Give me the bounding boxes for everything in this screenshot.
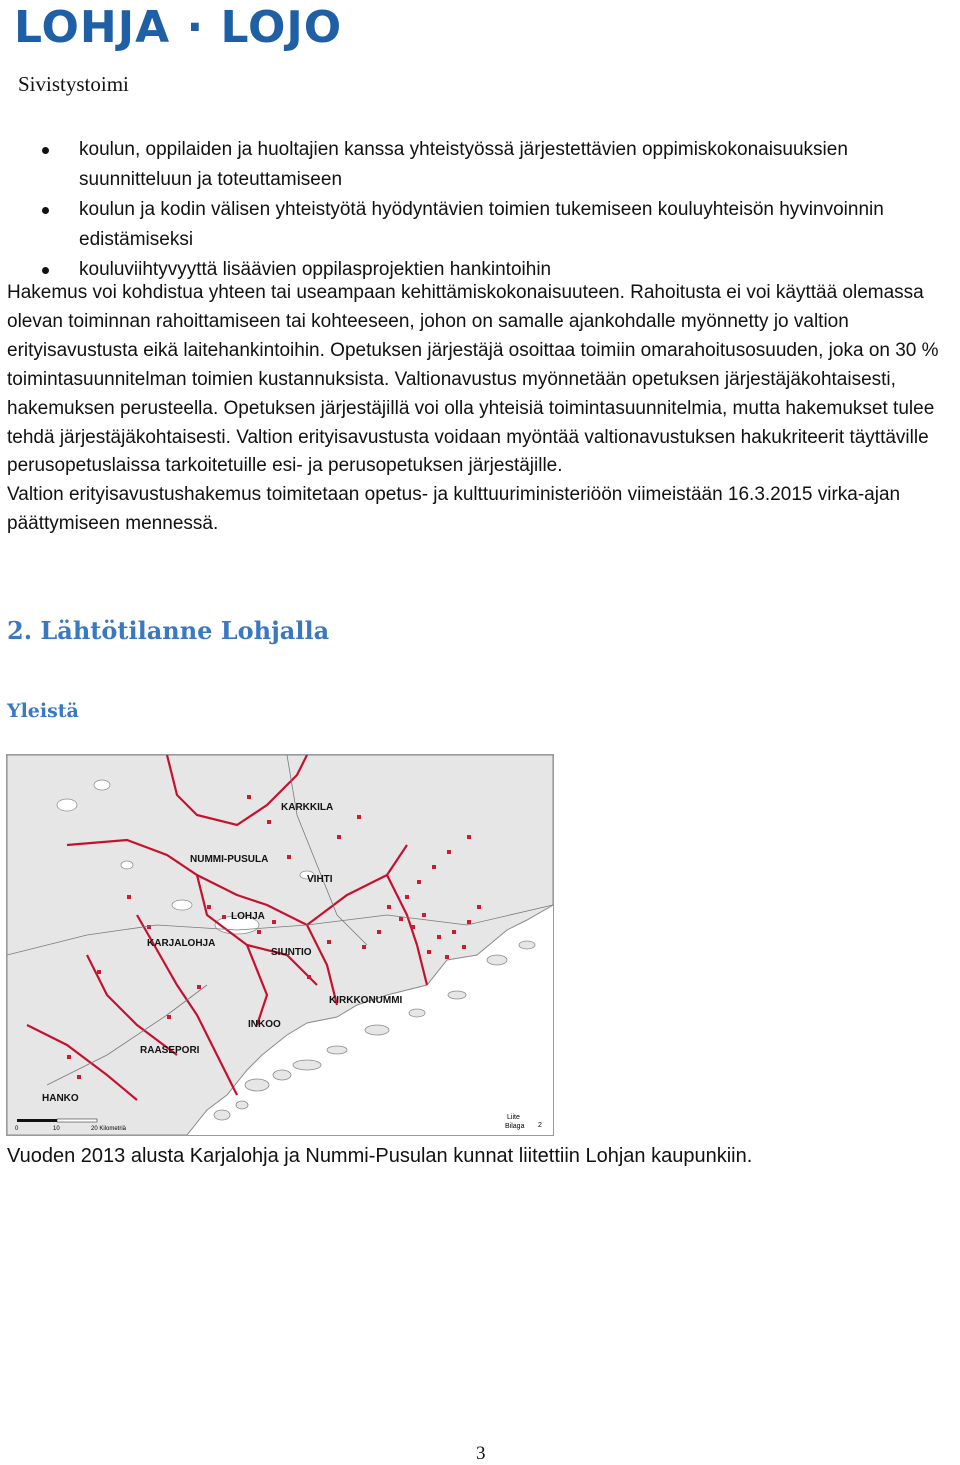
list-item-text: kouluviihtyvyyttä lisäävien oppilasprojektien hankintoihin — [79, 259, 552, 280]
map-label-karjalohja: KARJALOHJA — [147, 938, 216, 949]
map-label-karkkila: KARKKILA — [281, 802, 334, 813]
bullet-icon — [42, 147, 49, 154]
list-item — [0, 195, 960, 255]
scale-label: 0 — [15, 1126, 19, 1132]
appendix-number: 2 — [538, 1122, 542, 1129]
body-text — [7, 279, 957, 539]
region-map — [6, 754, 554, 1136]
map-label-siuntio: SIUNTIO — [271, 947, 312, 958]
map-label-nummi-pusula: NUMMI-PUSULA — [190, 854, 269, 865]
map-label-raasepori: RAASEPORI — [140, 1045, 200, 1056]
paragraph: Hakemus voi kohdistua yhteen tai useampaan kehittämiskokonaisuuteen. Rahoitusta ei voi käyttää olemassa olevan toiminnan rahoittamiseen tai kohteeseen, johon on samalle ajankohdalle myönnetty jo valtion erityisavustusta eikä laitehankintoihin. Opetuksen järjestäjä osoittaa toimiin omarahoitusosuuden, joka on 30 % toimintasuunnitelman toimien kustannuksista. Valtionavustus myönnetään opetuksen järjestäjäkohtaisesti, hakemuksen perusteella. Opetuksen järjestäjillä voi olla yhteisiä toimintasuunnitelmia, mutta hakemukset tulee tehdä järjestäjäkohtaisesti. Valtion erityisavustusta voidaan myöntää valtionavustuksen hakukriteerit täyttäville perusopetuslaissa tarkoitetuille esi- ja perusopetuksen järjestäjille. — [7, 282, 939, 477]
subsection-heading: Yleistä — [7, 700, 79, 722]
map-label-lohja: LOHJA — [231, 911, 265, 922]
scale-label: 20 Kilometriä — [91, 1126, 127, 1132]
map-label-hanko: HANKO — [42, 1093, 79, 1104]
section-heading: 2. Lähtötilanne Lohjalla — [7, 616, 330, 645]
page-number: 3 — [476, 1443, 486, 1464]
logo: LOHJA · LOJO — [14, 2, 343, 53]
paragraph: Valtion erityisavustushakemus toimitetaan opetus- ja kulttuuriministeriöön viimeistään 16.3.2015 virka-ajan päättymiseen mennessä. — [7, 484, 901, 535]
map-label-kirkkonummi: KIRKKONUMMI — [329, 995, 403, 1006]
bullet-icon — [42, 207, 49, 214]
appendix-label: Bilaga — [505, 1123, 525, 1130]
map-label-vihti: VIHTI — [307, 874, 333, 885]
appendix-label: Liite — [507, 1114, 520, 1121]
department-name: Sivistystoimi — [18, 72, 129, 96]
map-graphic — [7, 755, 553, 1135]
bullet-icon — [42, 267, 49, 274]
scale-label: 10 — [53, 1126, 60, 1132]
list-item — [0, 135, 960, 195]
map-caption: Vuoden 2013 alusta Karjalohja ja Nummi-Pusulan kunnat liitettiin Lohjan kaupunkiin. — [7, 1145, 753, 1167]
map-label-inkoo: INKOO — [248, 1019, 281, 1030]
list-item-text: koulun, oppilaiden ja huoltajien kanssa yhteistyössä järjestettävien oppimiskokonaisuuksien suunnitteluun ja toteuttamiseen — [79, 139, 848, 190]
bullet-list — [0, 135, 960, 285]
list-item-text: koulun ja kodin välisen yhteistyötä hyödyntävien toimien tukemiseen kouluyhteisön hyvinvoinnin edistämiseksi — [79, 199, 884, 250]
